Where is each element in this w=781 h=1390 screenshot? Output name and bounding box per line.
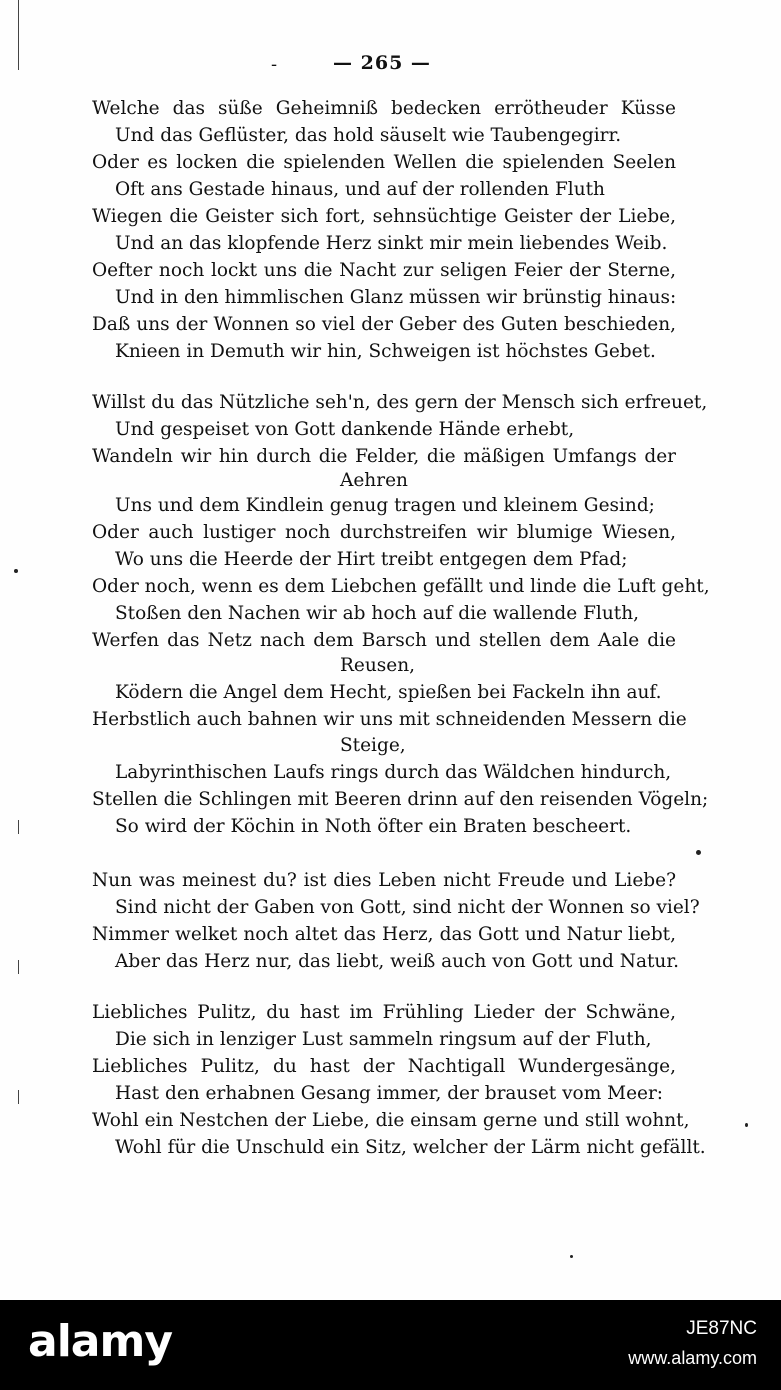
verse-line: Stoßen den Nachen wir ab hoch auf die wallende Fluth, bbox=[115, 603, 639, 624]
verse-line: Daß uns der Wonnen so viel der Geber des Guten beschieden, bbox=[92, 314, 676, 335]
page-edge-mark bbox=[18, 1090, 19, 1104]
verse-line: Nimmer welket noch altet das Herz, das Gott und Natur liebt, bbox=[92, 924, 676, 945]
verse-line-continuation: Aehren bbox=[340, 470, 408, 491]
verse-line: Uns und dem Kindlein genug tragen und kleinem Gesind; bbox=[115, 495, 655, 516]
verse-line: Oefter noch lockt uns die Nacht zur seligen Feier der Sterne, bbox=[92, 260, 676, 281]
page-number: — 265 — bbox=[333, 52, 431, 74]
verse-line: Hast den erhabnen Gesang immer, der brauset vom Meer: bbox=[115, 1083, 664, 1104]
verse-line: Oder auch lustiger noch durchstreifen wir blumige Wiesen, bbox=[92, 522, 676, 543]
verse-line: Und das Geflüster, das hold säuselt wie Taubengegirr. bbox=[115, 125, 622, 146]
verse-line: Knieen in Demuth wir hin, Schweigen ist höchstes Gebet. bbox=[115, 341, 656, 362]
watermark-brand-logo: alamy bbox=[28, 1316, 172, 1367]
header-dash: - bbox=[271, 54, 278, 75]
verse-line: Und an das klopfende Herz sinkt mir mein liebendes Weib. bbox=[115, 233, 668, 254]
verse-line: So wird der Köchin in Noth öfter ein Braten bescheert. bbox=[115, 816, 632, 837]
page-edge-mark bbox=[18, 0, 19, 70]
verse-line: Stellen die Schlingen mit Beeren drinn auf den reisenden Vögeln; bbox=[92, 789, 709, 810]
watermark-site-url: www.alamy.com bbox=[628, 1348, 757, 1368]
verse-line: Willst du das Nützliche seh'n, des gern der Mensch sich erfreuet, bbox=[92, 392, 708, 413]
verse-line: Werfen das Netz nach dem Barsch und stellen dem Aale die bbox=[92, 630, 676, 651]
verse-line-continuation: Reusen, bbox=[340, 655, 416, 676]
ink-speck bbox=[745, 1123, 748, 1127]
verse-line: Oder noch, wenn es dem Liebchen gefällt und linde die Luft geht, bbox=[92, 576, 710, 597]
verse-line: Liebliches Pulitz, du hast der Nachtigall Wundergesänge, bbox=[92, 1056, 676, 1077]
verse-line: Ködern die Angel dem Hecht, spießen bei Fackeln ihn auf. bbox=[115, 682, 662, 703]
verse-line: Und gespeiset von Gott dankende Hände erhebt, bbox=[115, 419, 575, 440]
page-edge-mark bbox=[18, 820, 19, 834]
verse-line: Nun was meinest du? ist dies Leben nicht Freude und Liebe? bbox=[92, 870, 676, 891]
watermark-image-id: JE87NC bbox=[686, 1318, 757, 1339]
verse-line: Die sich in lenziger Lust sammeln ringsum auf der Fluth, bbox=[115, 1029, 652, 1050]
verse-line: Oder es locken die spielenden Wellen die spielenden Seelen bbox=[92, 152, 676, 173]
verse-line-continuation: Steige, bbox=[340, 735, 406, 756]
verse-line: Und in den himmlischen Glanz müssen wir brünstig hinaus: bbox=[115, 287, 677, 308]
ink-speck bbox=[696, 850, 701, 855]
verse-line: Aber das Herz nur, das liebt, weiß auch von Gott und Natur. bbox=[115, 951, 680, 972]
verse-line: Liebliches Pulitz, du hast im Frühling Lieder der Schwäne, bbox=[92, 1002, 676, 1023]
verse-line: Wohl für die Unschuld ein Sitz, welcher der Lärm nicht gefällt. bbox=[115, 1137, 706, 1158]
verse-line: Herbstlich auch bahnen wir uns mit schneidenden Messern die bbox=[92, 709, 687, 730]
verse-line: Sind nicht der Gaben von Gott, sind nicht der Wonnen so viel? bbox=[115, 897, 700, 918]
ink-speck bbox=[570, 1255, 573, 1258]
ink-speck bbox=[14, 569, 18, 573]
verse-line: Welche das süße Geheimniß bedecken errötheuder Küsse bbox=[92, 98, 676, 119]
verse-line: Wiegen die Geister sich fort, sehnsüchtige Geister der Liebe, bbox=[92, 206, 676, 227]
verse-line: Oft ans Gestade hinaus, und auf der rollenden Fluth bbox=[115, 179, 605, 200]
verse-line: Wandeln wir hin durch die Felder, die mäßigen Umfangs der bbox=[92, 446, 676, 467]
page-edge-mark bbox=[18, 960, 19, 974]
verse-line: Labyrinthischen Laufs rings durch das Wäldchen hindurch, bbox=[115, 762, 672, 783]
verse-line: Wohl ein Nestchen der Liebe, die einsam gerne und still wohnt, bbox=[92, 1110, 690, 1131]
verse-line: Wo uns die Heerde der Hirt treibt entgegen dem Pfad; bbox=[115, 549, 628, 570]
